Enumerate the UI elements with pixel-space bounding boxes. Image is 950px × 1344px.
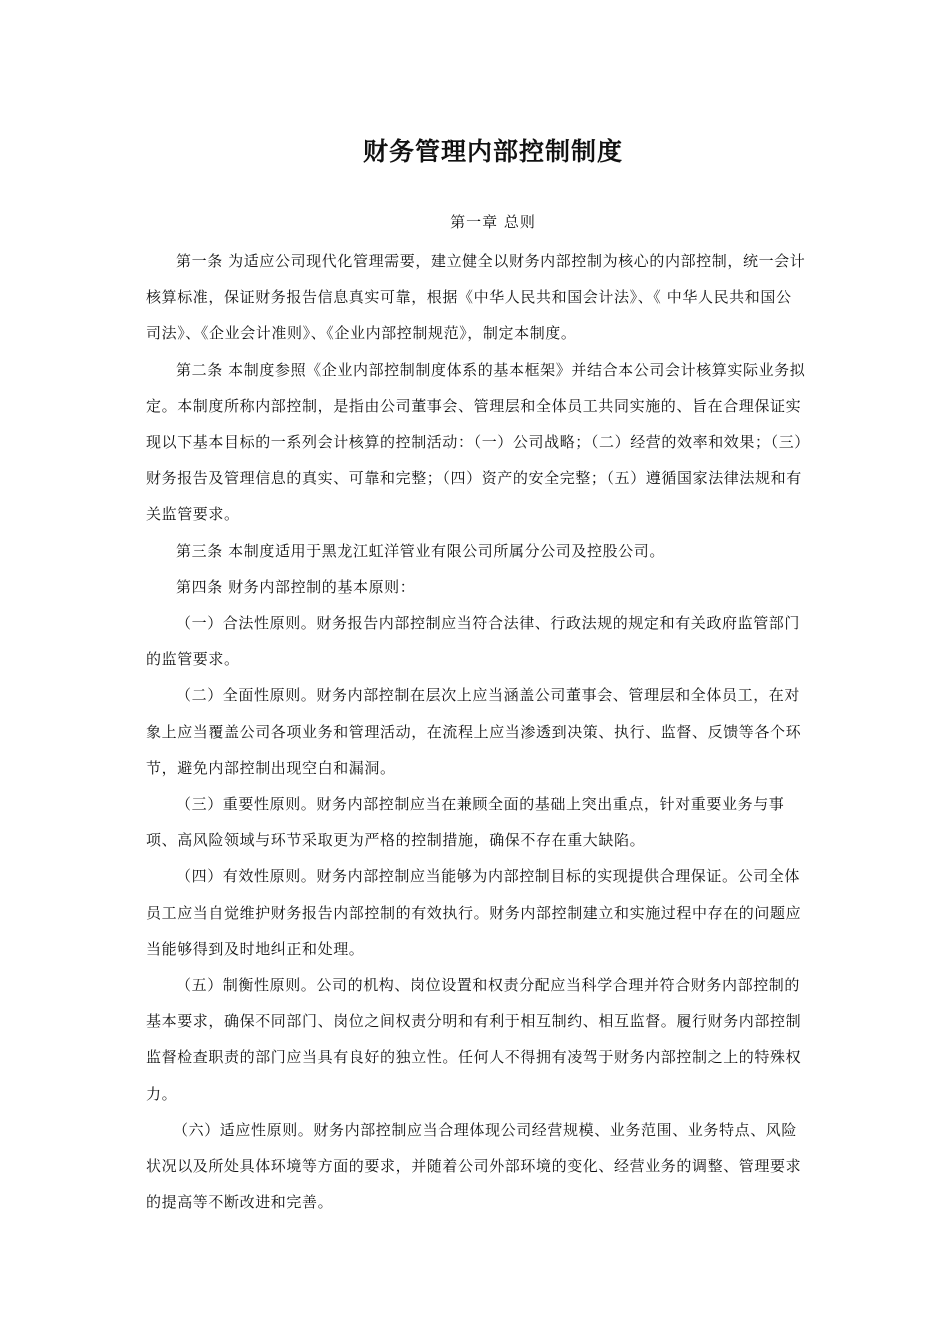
article-4: 第四条 财务内部控制的基本原则： (176, 577, 416, 596)
document-title: 财务管理内部控制制度 (362, 137, 623, 166)
principle-checks-balances: （五）制衡性原则。公司的机构、岗位设置和权责分配应当科学合理并符合财务内部控制的基本要求，确保不同部门、岗位之间权责分明和有利于相互制约、相互监督。履行财务内部控制监督检查职责的部门应当具有良好的独立性。任何人不得拥有凌驾于财务内部控制之上的特殊权力。 (146, 976, 802, 1103)
article-1: 第一条 为适应公司现代化管理需要，建立健全以财务内部控制为核心的内部控制，统一会计核算标准，保证财务报告信息真实可靠，根据《中华人民共和国会计法》、《 中华人民共和国公司法》、《企业会计准则》、《企业内部控制规范》，制定本制度。 (146, 252, 806, 343)
article-3: 第三条 本制度适用于黑龙江虹洋管业有限公司所属分公司及控股公司。 (176, 541, 665, 560)
article-2: 第二条 本制度参照《企业内部控制制度体系的基本框架》并结合本公司会计核算实际业务拟定。本制度所称内部控制，是指由公司董事会、管理层和全体员工共同实施的、旨在合理保证实现以下基本目标的一系列会计核算的控制活动：（一）公司战略；（二）经营的效率和效果；（三）财务报告及管理信息的真实、可靠和完整；（四）资产的安全完整；（五）遵循国家法律法规和有关监管要求。 (146, 360, 806, 524)
principle-adaptability: （六）适应性原则。财务内部控制应当合理体现公司经营规模、业务范围、业务特点、风险状况以及所处具体环境等方面的要求，并随着公司外部环境的变化、经营业务的调整、管理要求的提高等不断改进和完善。 (146, 1120, 802, 1212)
chapter-heading: 第一章 总则 (450, 213, 536, 231)
principle-comprehensiveness: （二）全面性原则。财务内部控制在层次上应当涵盖公司董事会、管理层和全体员工，在对象上应当覆盖公司各项业务和管理活动，在流程上应当渗透到决策、执行、监督、反馈等各个环节，避免内部控制出现空白和漏洞。 (146, 686, 802, 777)
principle-legality: （一）合法性原则。财务报告内部控制应当符合法律、行政法规的规定和有关政府监管部门的监管要求。 (146, 614, 801, 669)
principle-effectiveness: （四）有效性原则。财务内部控制应当能够为内部控制目标的实现提供合理保证。公司全体员工应当自觉维护财务报告内部控制的有效执行。财务内部控制建立和实施过程中存在的问题应当能够得到及时地纠正和处理。 (146, 867, 802, 958)
principle-importance: （三）重要性原则。财务内部控制应当在兼顾全面的基础上突出重点，针对重要业务与事项、高风险领域与环节采取更为严格的控制措施，确保不存在重大缺陷。 (146, 795, 785, 850)
document-body (146, 243, 806, 1220)
